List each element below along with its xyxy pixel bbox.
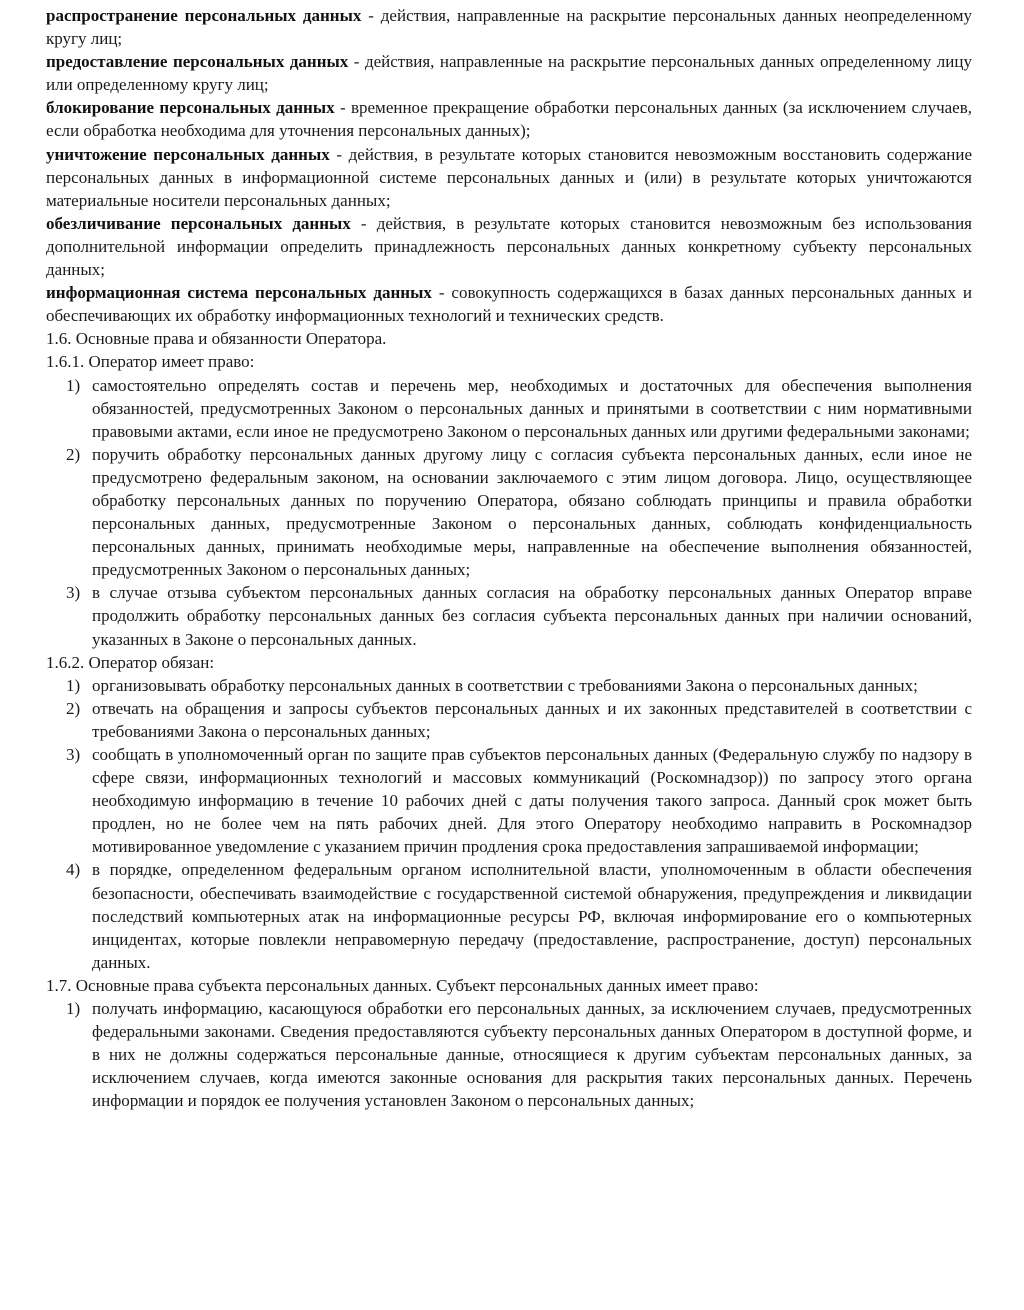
definition-term: распространение персональных данных <box>46 6 362 25</box>
list-item-number: 2) <box>66 698 81 718</box>
list-item-number: 1) <box>66 675 81 695</box>
list-item-number: 3) <box>66 583 81 603</box>
list-item <box>46 858 972 973</box>
list-item-text: организовывать обработку персональных данных в соответствии с требованиями Закона о персональных данных; <box>92 675 918 695</box>
list-item <box>46 674 972 697</box>
list-item-number: 2) <box>66 444 81 464</box>
list-item <box>46 743 972 858</box>
list-item <box>46 697 972 743</box>
definition <box>46 96 972 142</box>
list-item <box>46 374 972 443</box>
list-item-text: в случае отзыва субъектом персональных данных согласия на обработку персональных данных Оператор вправе продолжить обработку персональных данных без согласия субъекта персональных данных при наличии оснований, указанных в Законе о персональных данных. <box>92 583 972 649</box>
definition-text: - действия, в результате которых становится невозможным без использования дополнительной информации определить принадлежность персональных данных конкретному субъекту персональных данных; <box>46 213 972 280</box>
definition-text: - действия, в результате которых становится невозможным восстановить содержание персональных данных в информационной системе персональных данных и (или) в результате которых уничтожаются материальные носители персональных данных; <box>46 144 972 210</box>
definition <box>46 4 972 50</box>
definition <box>46 143 972 212</box>
section-heading-1-6: 1.6. Основные права и обязанности Оператора. <box>46 329 387 349</box>
list-item-number: 4) <box>66 860 81 880</box>
list-item-text: в порядке, определенном федеральным органом исполнительной власти, уполномоченным в области обеспечения безопасности, обеспечивать взаимодействие с государственной системой обнаружения, предупреждения и ликвидации последствий компьютерных атак на информационные ресурсы РФ, включая информирование его о компьютерных инцидентах, которые повлекли неправомерную передачу (предоставление, распространение, доступ) персональных данных. <box>92 860 972 972</box>
definition-term: информационная система персональных данных <box>46 283 432 303</box>
list-item <box>46 581 972 650</box>
list-item-text: поручить обработку персональных данных другому лицу с согласия субъекта персональных данных, если иное не предусмотрено федеральным законом, на основании заключаемого с этим лицом договора. Лицо, осуществляющее обработку персональных данных по поручению Оператора, обязано соблюдать принципы и правила обработки персональных данных, предусмотренные Законом о персональных данных, соблюдать конфиденциальность персональных данных, принимать необходимые меры, направленные на обеспечение выполнения обязанностей, предусмотренных Законом о персональных данных; <box>92 444 972 580</box>
section-heading-1-6-2: 1.6.2. Оператор обязан: <box>46 652 215 672</box>
list-item <box>46 443 972 582</box>
list-item-number: 1) <box>66 375 81 395</box>
definition <box>46 212 972 281</box>
list-item <box>46 997 972 1112</box>
list-item-number: 3) <box>66 745 81 764</box>
list-item-number: 1) <box>66 999 81 1019</box>
definition-text: - совокупность содержащихся в базах данных персональных данных и обеспечивающих их обработку информационных технологий и технических средств. <box>46 283 972 326</box>
section-heading-1-6-1: 1.6.1. Оператор имеет право: <box>46 352 255 372</box>
definition-text: - действия, направленные на раскрытие персональных данных неопределенному кругу лиц; <box>46 6 972 49</box>
definition <box>46 281 972 327</box>
definition-text: - временное прекращение обработки персональных данных (за исключением случаев, если обработка необходима для уточнения персональных данных); <box>46 98 972 141</box>
definition-text: - действия, направленные на раскрытие персональных данных определенному лицу или определенному кругу лиц; <box>46 52 972 95</box>
definition-term: блокирование персональных данных <box>46 98 335 118</box>
list-item-text: сообщать в уполномоченный орган по защите прав субъектов персональных данных (Федеральную службу по надзору в сфере связи, информационных технологий и массовых коммуникаций (Роскомнадзор)) по запросу этого органа необходимую информацию в течение 10 рабочих дней с даты получения такого запроса. Данный срок может быть продлен, но не более чем на пять рабочих дней. Для этого Оператору необходимо направить в Роскомнадзор мотивированное уведомление с указанием причин продления срока предоставления запрашиваемой информации; <box>92 745 972 857</box>
list-item-text: получать информацию, касающуюся обработки его персональных данных, за исключением случаев, предусмотренных федеральными законами. Сведения предоставляются субъекту персональных данных Оператором в доступной форме, и в них не должны содержаться персональные данные, относящиеся к другим субъектам персональных данных, за исключением случаев, когда имеются законные основания для раскрытия таких персональных данных. Перечень информации и порядок ее получения установлен Законом о персональных данных; <box>92 999 972 1111</box>
definition-term: обезличивание персональных данных <box>46 213 351 233</box>
section-heading-1-7: 1.7. Основные права субъекта персональных данных. Субъект персональных данных имеет право: <box>46 975 759 995</box>
definition-term: предоставление персональных данных <box>46 52 349 72</box>
definition <box>46 50 972 96</box>
definition-term: уничтожение персональных данных <box>46 144 330 164</box>
list-item-text: отвечать на обращения и запросы субъектов персональных данных и их законных представителей в соответствии с требованиями Закона о персональных данных; <box>92 698 972 741</box>
list-item-text: самостоятельно определять состав и перечень мер, необходимых и достаточных для обеспечения выполнения обязанностей, предусмотренных Законом о персональных данных и принятыми в соответствии с ним нормативными правовыми актами, если иное не предусмотрено Законом о персональных данных или другими федеральными законами; <box>92 375 972 441</box>
